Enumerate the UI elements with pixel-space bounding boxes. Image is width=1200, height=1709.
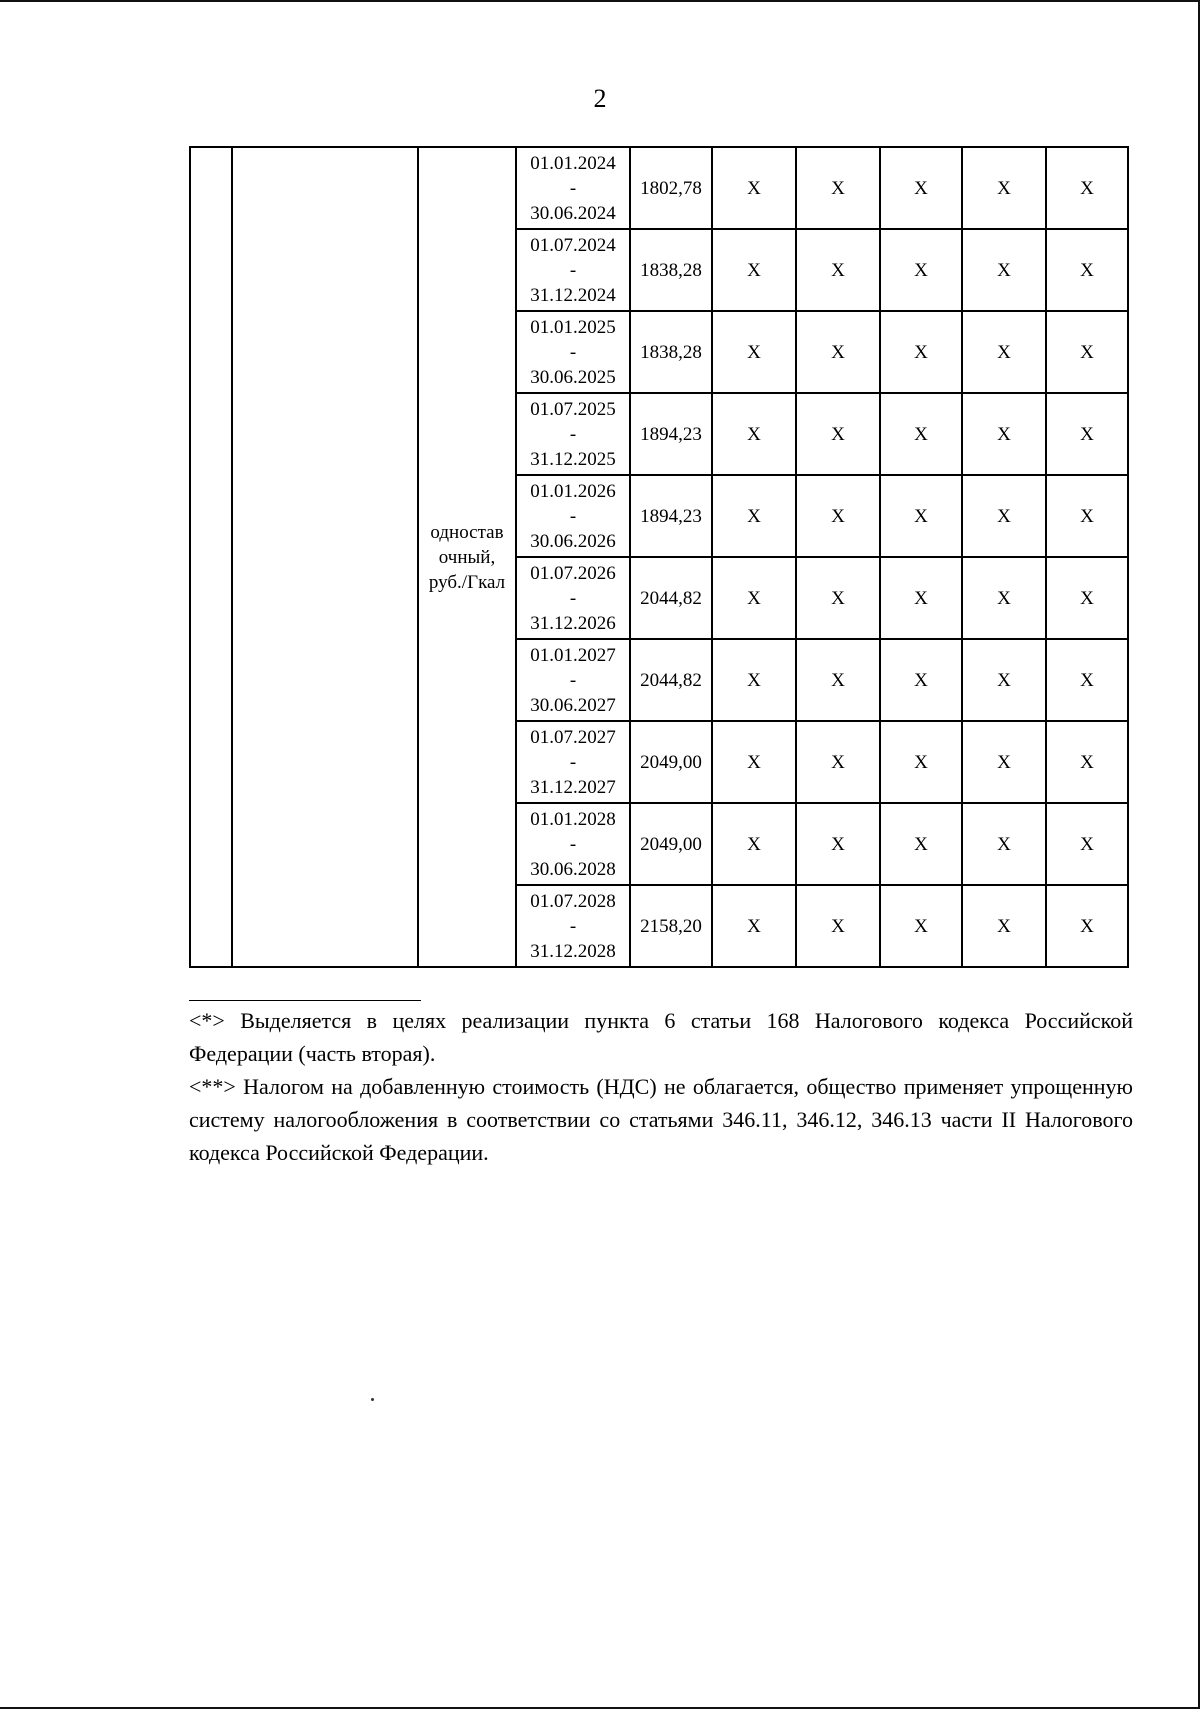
not-applicable-mark-cell: X xyxy=(1046,475,1128,557)
period-end: 31.12.2024 xyxy=(530,284,616,306)
not-applicable-mark-cell: X xyxy=(712,557,796,639)
footnote-1: <*> Выделяется в целях реализации пункта 6 статьи 168 Налогового кодекса Российской Федерации (часть вторая). xyxy=(189,1008,1133,1066)
unit-cell: одностав очный, руб./Гкал xyxy=(418,147,516,967)
period-start: 01.07.2024 xyxy=(530,234,616,256)
not-applicable-mark-cell: X xyxy=(1046,721,1128,803)
footnote-rule xyxy=(189,1000,421,1001)
not-applicable-mark-cell: X xyxy=(962,885,1046,967)
separator: - xyxy=(569,751,577,773)
table-row xyxy=(190,147,1128,229)
period-cell xyxy=(516,393,630,475)
period-cell xyxy=(516,229,630,311)
not-applicable-mark-cell: X xyxy=(962,721,1046,803)
separator: - xyxy=(569,669,577,691)
separator: - xyxy=(569,915,577,937)
not-applicable-mark-cell: X xyxy=(962,147,1046,229)
not-applicable-mark-cell: X xyxy=(1046,147,1128,229)
not-applicable-mark-cell: X xyxy=(962,393,1046,475)
tariff-value-cell: 2044,82 xyxy=(630,639,712,721)
tariff-value-cell: 1894,23 xyxy=(630,475,712,557)
period-end: 31.12.2026 xyxy=(530,612,616,634)
not-applicable-mark-cell: X xyxy=(1046,885,1128,967)
period-cell xyxy=(516,639,630,721)
not-applicable-mark-cell: X xyxy=(880,147,962,229)
period-end: 30.06.2026 xyxy=(530,530,616,552)
period-cell xyxy=(516,557,630,639)
not-applicable-mark-cell: X xyxy=(880,311,962,393)
not-applicable-mark-cell: X xyxy=(1046,311,1128,393)
not-applicable-mark-cell: X xyxy=(712,475,796,557)
period-cell xyxy=(516,147,630,229)
period-start: 01.01.2025 xyxy=(530,316,616,338)
period-start: 01.07.2026 xyxy=(530,562,616,584)
not-applicable-mark-cell: X xyxy=(796,311,880,393)
not-applicable-mark-cell: X xyxy=(880,803,962,885)
separator: - xyxy=(569,587,577,609)
consumer-group-cell xyxy=(232,147,418,967)
not-applicable-mark-cell: X xyxy=(712,311,796,393)
page-number: 2 xyxy=(593,84,607,113)
separator: - xyxy=(569,833,577,855)
not-applicable-mark-cell: X xyxy=(796,147,880,229)
period-end: 31.12.2028 xyxy=(530,940,616,962)
period-start: 01.01.2028 xyxy=(530,808,616,830)
not-applicable-mark-cell: X xyxy=(880,639,962,721)
not-applicable-mark-cell: X xyxy=(796,229,880,311)
footnotes xyxy=(189,1004,1133,1169)
tariff-value-cell: 1838,28 xyxy=(630,229,712,311)
not-applicable-mark-cell: X xyxy=(712,229,796,311)
period-start: 01.07.2028 xyxy=(530,890,616,912)
separator: - xyxy=(569,341,577,363)
not-applicable-mark-cell: X xyxy=(796,803,880,885)
not-applicable-mark-cell: X xyxy=(1046,393,1128,475)
not-applicable-mark-cell: X xyxy=(1046,557,1128,639)
period-start: 01.01.2027 xyxy=(530,644,616,666)
not-applicable-mark-cell: X xyxy=(796,393,880,475)
not-applicable-mark-cell: X xyxy=(962,639,1046,721)
not-applicable-mark-cell: X xyxy=(1046,229,1128,311)
tariff-value-cell: 1802,78 xyxy=(630,147,712,229)
period-cell xyxy=(516,475,630,557)
not-applicable-mark-cell: X xyxy=(880,229,962,311)
period-cell xyxy=(516,721,630,803)
period-cell xyxy=(516,311,630,393)
not-applicable-mark-cell: X xyxy=(712,885,796,967)
not-applicable-mark-cell: X xyxy=(796,475,880,557)
period-start: 01.01.2026 xyxy=(530,480,616,502)
not-applicable-mark-cell: X xyxy=(880,475,962,557)
not-applicable-mark-cell: X xyxy=(962,311,1046,393)
not-applicable-mark-cell: X xyxy=(880,557,962,639)
not-applicable-mark-cell: X xyxy=(962,803,1046,885)
period-end: 30.06.2027 xyxy=(530,694,616,716)
not-applicable-mark-cell: X xyxy=(712,147,796,229)
period-cell xyxy=(516,803,630,885)
tariff-value-cell: 2049,00 xyxy=(630,803,712,885)
period-start: 01.01.2024 xyxy=(530,152,616,174)
not-applicable-mark-cell: X xyxy=(796,557,880,639)
separator: - xyxy=(569,259,577,281)
tariff-table xyxy=(189,146,1129,968)
tariff-value-cell: 2049,00 xyxy=(630,721,712,803)
not-applicable-mark-cell: X xyxy=(796,721,880,803)
not-applicable-mark-cell: X xyxy=(712,721,796,803)
separator: - xyxy=(569,177,577,199)
tariff-value-cell: 1838,28 xyxy=(630,311,712,393)
not-applicable-mark-cell: X xyxy=(712,639,796,721)
period-end: 31.12.2027 xyxy=(530,776,616,798)
not-applicable-mark-cell: X xyxy=(1046,639,1128,721)
tariff-value-cell: 2158,20 xyxy=(630,885,712,967)
period-end: 30.06.2028 xyxy=(530,858,616,880)
not-applicable-mark-cell: X xyxy=(796,885,880,967)
period-end: 30.06.2025 xyxy=(530,366,616,388)
not-applicable-mark-cell: X xyxy=(962,229,1046,311)
separator: - xyxy=(569,505,577,527)
period-start: 01.07.2027 xyxy=(530,726,616,748)
not-applicable-mark-cell: X xyxy=(880,393,962,475)
not-applicable-mark-cell: X xyxy=(962,475,1046,557)
period-start: 01.07.2025 xyxy=(530,398,616,420)
not-applicable-mark-cell: X xyxy=(712,803,796,885)
not-applicable-mark-cell: X xyxy=(1046,803,1128,885)
not-applicable-mark-cell: X xyxy=(880,721,962,803)
not-applicable-mark-cell: X xyxy=(880,885,962,967)
row-number-cell xyxy=(190,147,232,967)
separator: - xyxy=(569,423,577,445)
footnote-2: <**> Налогом на добавленную стоимость (НДС) не облагается, общество применяет упрощенную систему налогообложения в соответствии со статьями 346.11, 346.12, 346.13 части II Налогового кодекса Российской Федерации. xyxy=(189,1074,1133,1165)
period-end: 31.12.2025 xyxy=(530,448,616,470)
tariff-value-cell: 1894,23 xyxy=(630,393,712,475)
period-end: 30.06.2024 xyxy=(530,202,616,224)
scan-speck xyxy=(371,1398,374,1401)
not-applicable-mark-cell: X xyxy=(712,393,796,475)
not-applicable-mark-cell: X xyxy=(962,557,1046,639)
period-cell xyxy=(516,885,630,967)
not-applicable-mark-cell: X xyxy=(796,639,880,721)
tariff-value-cell: 2044,82 xyxy=(630,557,712,639)
